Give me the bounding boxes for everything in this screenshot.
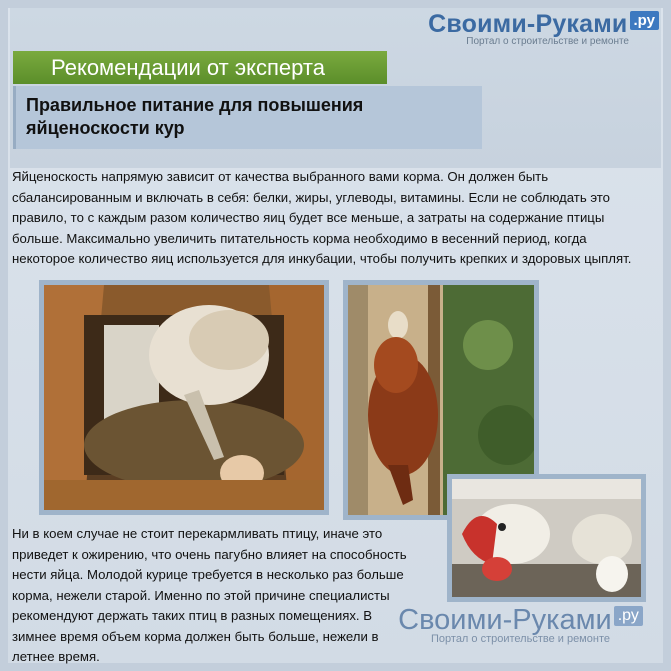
article-title: Правильное питание для повышения яйценоскости кур xyxy=(26,95,364,138)
logo-tld: .ру xyxy=(614,606,643,626)
site-logo-bottom[interactable] xyxy=(378,604,663,645)
logo-brand: Своими-Руками xyxy=(398,604,612,636)
logo-tagline: Портал о строительстве и ремонте xyxy=(466,36,629,47)
body-paragraph: Ни в коем случае не стоит перекармливать птицу, иначе это приведет к ожирению, что очень пагубно влияет на способность нести яйца. Молодой курице требуется в несколько раз больше корма, нежели старой. Именно по этой причине специалисты рекомендуют держать таких птиц в разных помещениях. В зимнее время объем корма должен быть больше, нежели в летнее время. xyxy=(12,526,407,664)
photo-hen-nest xyxy=(39,280,329,515)
intro-paragraph: Яйценоскость напрямую зависит от качества выбранного вами корма. Он должен быть сбалансированным и включать в себя: белки, жиры, углеводы, витамины. Если не соблюдать это правило, то с каждым разом количество яиц будет все меньше, а затраты на содержание птицы больше. Максимально увеличить питательность корма необходимо в весенний период, когда некоторое количество яиц используется для инкубации, чтобы получить крепких и здоровых цыплят. xyxy=(12,169,632,266)
logo-brand: Своими-Руками xyxy=(428,10,628,38)
logo-tagline: Портал о строительстве и ремонте xyxy=(431,633,610,645)
logo-tld: .ру xyxy=(630,11,659,30)
article-title-box xyxy=(13,86,482,149)
photo-hen-closeup xyxy=(447,474,646,602)
expert-banner: Рекомендации от эксперта xyxy=(13,51,387,84)
site-logo-top[interactable] xyxy=(428,10,659,47)
